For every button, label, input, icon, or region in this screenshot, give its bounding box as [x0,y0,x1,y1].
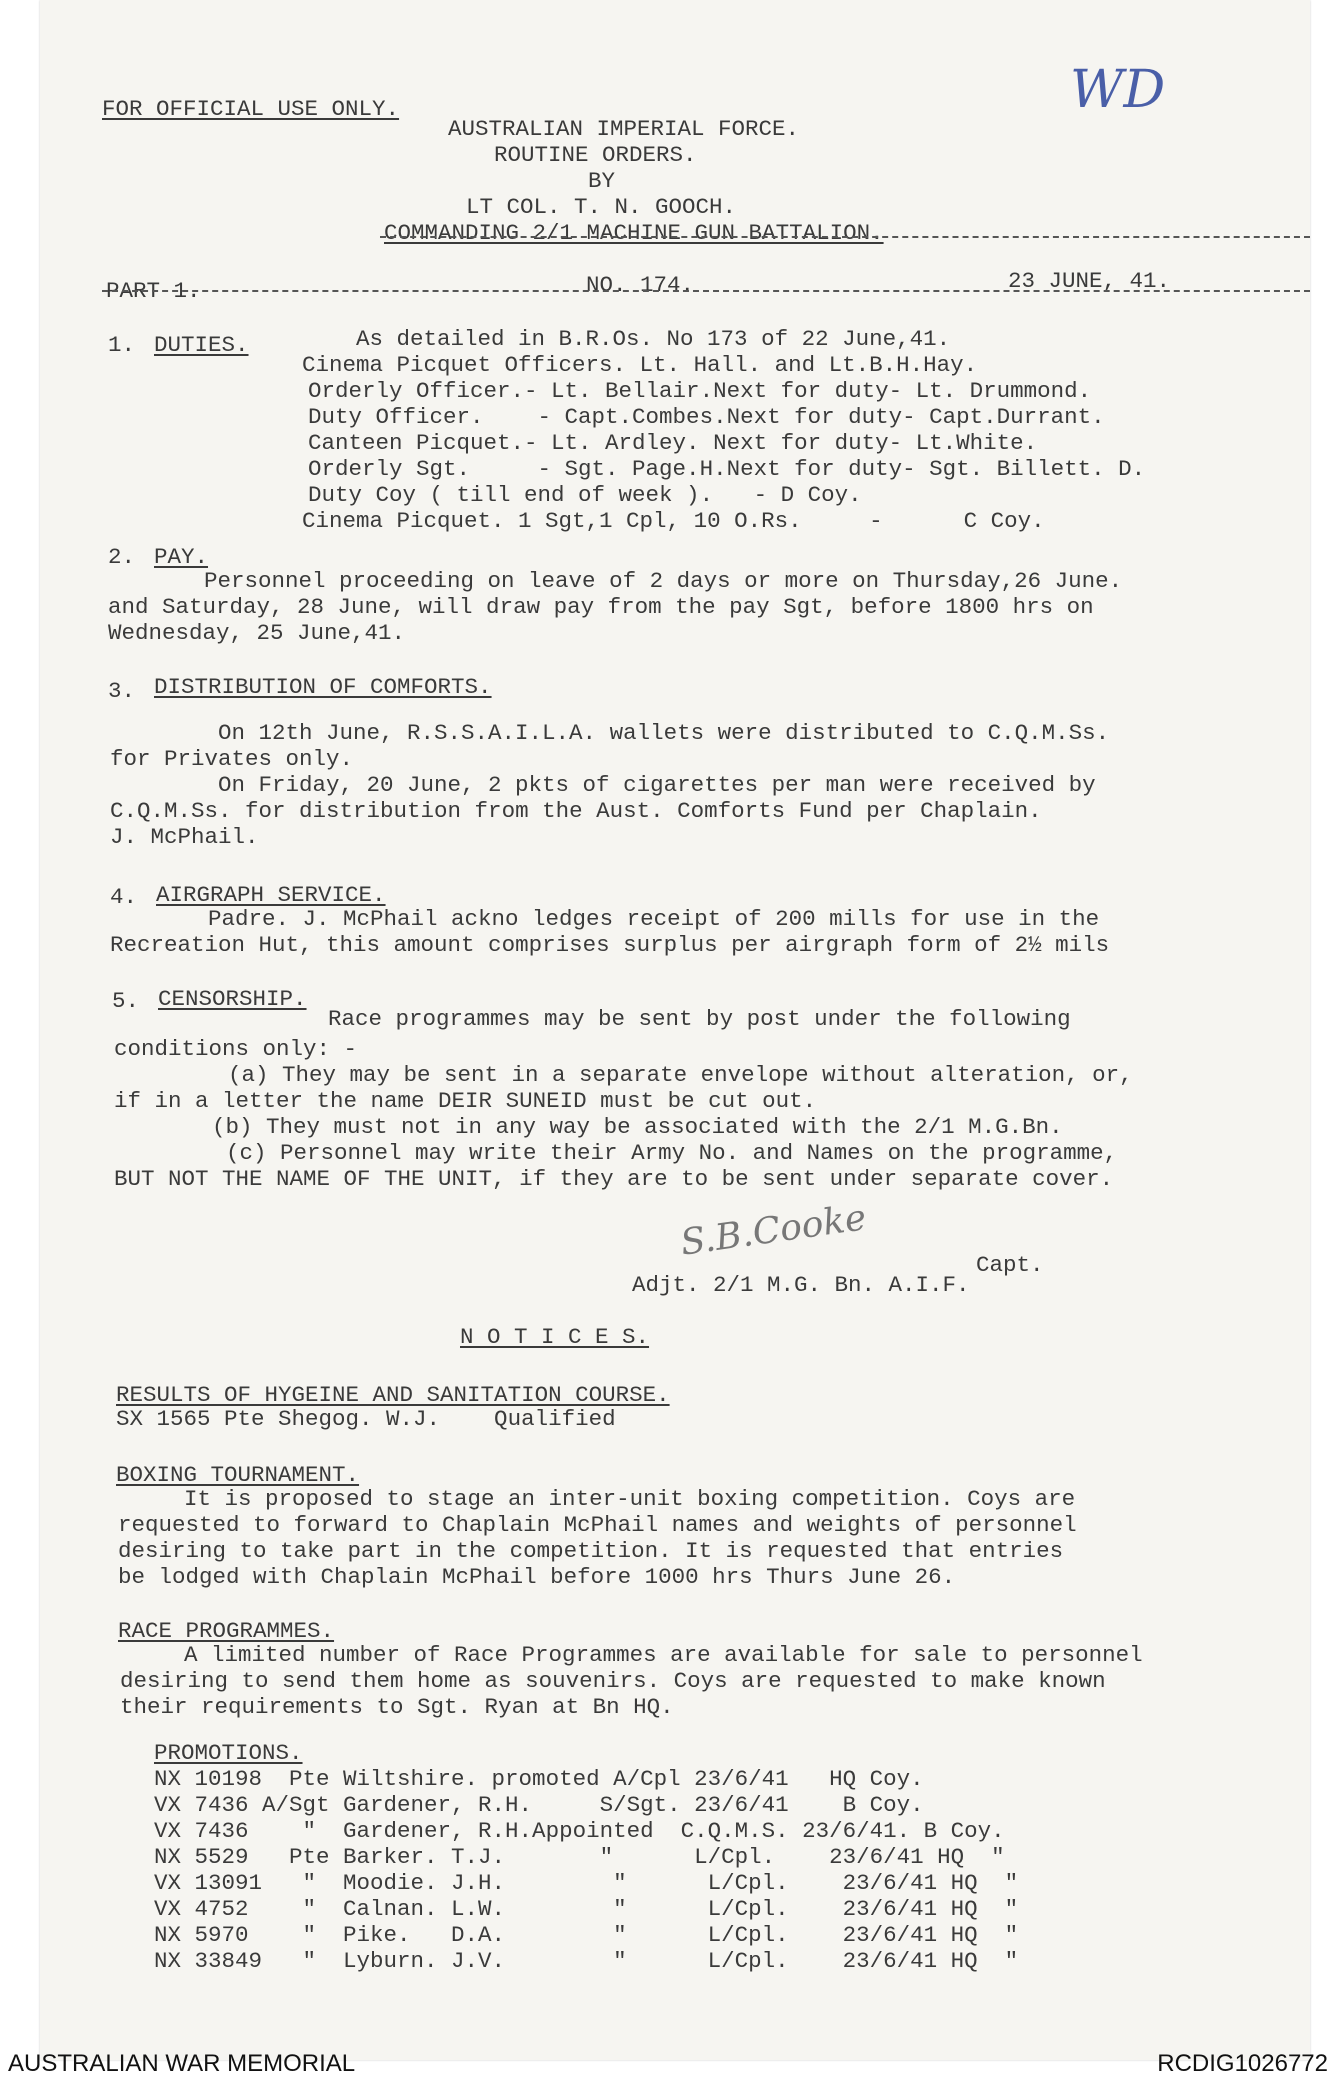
promotion-row: VX 7436 A/Sgt Gardener, R.H. S/Sgt. 23/6/41 B Coy. [154,1792,924,1818]
comforts-line: for Privates only. [110,746,354,772]
boxing-line: requested to forward to Chaplain McPhail names and weights of personnel [118,1512,1077,1538]
duties-line: Cinema Picquet Officers. Lt. Hall. and Lt.B.H.Hay. [302,352,978,378]
title-line-1: AUSTRALIAN IMPERIAL FORCE. [448,116,800,142]
comforts-line: On 12th June, R.S.S.A.I.L.A. wallets were distributed to C.Q.M.Ss. [218,720,1110,746]
official-use-label: FOR OFFICIAL USE ONLY. [102,96,400,122]
race-line: their requirements to Sgt. Ryan at Bn HQ. [120,1694,674,1720]
censorship-line: BUT NOT THE NAME OF THE UNIT, if they are to be sent under separate cover. [114,1166,1114,1192]
notice-heading-promotions: PROMOTIONS. [154,1740,303,1766]
signature: S.B.Cooke [678,1197,869,1264]
handwritten-mark: WD [1070,60,1166,120]
promotion-row: NX 5529 Pte Barker. T.J. " L/Cpl. 23/6/41 HQ " [154,1844,1005,1870]
promotion-row: NX 33849 " Lyburn. J.V. " L/Cpl. 23/6/41 HQ " [154,1948,1019,1974]
header-rule [380,236,1310,238]
pay-line: Wednesday, 25 June,41. [108,620,406,646]
duties-line: As detailed in B.R.Os. No 173 of 22 June,41. [356,326,951,352]
censorship-line: (c) Personnel may write their Army No. and Names on the programme, [226,1140,1118,1166]
duties-line: Duty Officer. - Capt.Combes.Next for duty- Capt.Durrant. [308,404,1105,430]
censorship-line: (a) They may be sent in a separate envelope without alteration, or, [228,1062,1133,1088]
duties-line: Canteen Picquet.- Lt. Ardley. Next for duty- Lt.White. [308,430,1038,456]
duties-line: Orderly Officer.- Lt. Bellair.Next for duty- Lt. Drummond. [308,378,1092,404]
section-heading-censorship: CENSORSHIP. [158,986,307,1012]
comforts-line: J. McPhail. [110,824,259,850]
section-number-airgraph: 4. [110,884,138,910]
airgraph-line: Padre. J. McPhail ackno ledges receipt of 200 mills for use in the [208,906,1100,932]
promotion-row: VX 13091 " Moodie. J.H. " L/Cpl. 23/6/41 HQ " [154,1870,1019,1896]
footer-source: AUSTRALIAN WAR MEMORIAL [8,2050,356,2077]
hygiene-result: SX 1565 Pte Shegog. W.J. Qualified [116,1406,616,1432]
document-page [40,0,1310,2060]
duties-line: Cinema Picquet. 1 Sgt,1 Cpl, 10 O.Rs. - C Coy. [302,508,1045,534]
censorship-line: (b) They must not in any way be associated with the 2/1 M.G.Bn. [212,1114,1063,1140]
notice-heading-boxing: BOXING TOURNAMENT. [116,1462,360,1488]
title-line-4: LT COL. T. N. GOOCH. [466,194,737,220]
pay-line: and Saturday, 28 June, will draw pay from the pay Sgt, before 1800 hrs on [108,594,1094,620]
section-heading-pay: PAY. [154,544,209,570]
promotion-row: VX 4752 " Calnan. L.W. " L/Cpl. 23/6/41 HQ " [154,1896,1019,1922]
title-line-3: BY [588,168,616,194]
comforts-line: C.Q.M.Ss. for distribution from the Aust. Comforts Fund per Chaplain. [110,798,1042,824]
comforts-line: On Friday, 20 June, 2 pkts of cigarettes per man were received by [218,772,1096,798]
section-number-censorship: 5. [112,988,140,1014]
title-line-2: ROUTINE ORDERS. [494,142,697,168]
title-line-5: COMMANDING 2/1 MACHINE GUN BATTALION. [384,220,884,246]
boxing-line: It is proposed to stage an inter-unit boxing competition. Coys are [184,1486,1076,1512]
part-label: PART 1. [106,278,201,304]
promotion-row: NX 5970 " Pike. D.A. " L/Cpl. 23/6/41 HQ " [154,1922,1019,1948]
boxing-line: be lodged with Chaplain McPhail before 1000 hrs Thurs June 26. [118,1564,956,1590]
boxing-line: desiring to take part in the competition. It is requested that entries [118,1538,1064,1564]
order-date: 23 JUNE, 41. [1008,268,1171,294]
signature-line: Adjt. 2/1 M.G. Bn. A.I.F. [632,1272,970,1298]
promotion-row: NX 10198 Pte Wiltshire. promoted A/Cpl 23/6/41 HQ Coy. [154,1766,924,1792]
duties-line: Orderly Sgt. - Sgt. Page.H.Next for duty- Sgt. Billett. D. [308,456,1146,482]
footer-id: RCDIG1026772 [1157,2050,1328,2077]
notices-heading: N O T I C E S. [460,1324,650,1350]
notice-heading-hygiene: RESULTS OF HYGEINE AND SANITATION COURSE. [116,1382,670,1408]
race-line: A limited number of Race Programmes are available for sale to personnel [184,1642,1143,1668]
signature-rank: Capt. [976,1252,1044,1278]
pay-line: Personnel proceeding on leave of 2 days or more on Thursday,26 June. [204,568,1123,594]
censorship-line: conditions only: - [114,1036,358,1062]
airgraph-line: Recreation Hut, this amount comprises surplus per airgraph form of 2½ mils [110,932,1110,958]
notice-heading-race: RACE PROGRAMMES. [118,1618,335,1644]
duties-line: Duty Coy ( till end of week ). - D Coy. [308,482,862,508]
order-number: NO. 174. [586,272,695,298]
section-number-pay: 2. [108,544,136,570]
promotion-row: VX 7436 " Gardener, R.H.Appointed C.Q.M.S. 23/6/41. B Coy. [154,1818,1005,1844]
censorship-line: Race programmes may be sent by post under the following [328,1006,1071,1032]
section-number-duties: 1. [108,332,136,358]
section-heading-airgraph: AIRGRAPH SERVICE. [156,882,386,908]
race-line: desiring to send them home as souvenirs. Coys are requested to make known [120,1668,1106,1694]
order-bar-rule [102,290,1310,292]
section-heading-duties: DUTIES. [154,332,249,358]
section-heading-comforts: DISTRIBUTION OF COMFORTS. [154,674,492,700]
section-number-comforts: 3. [108,678,136,704]
censorship-line: if in a letter the name DEIR SUNEID must be cut out. [114,1088,817,1114]
